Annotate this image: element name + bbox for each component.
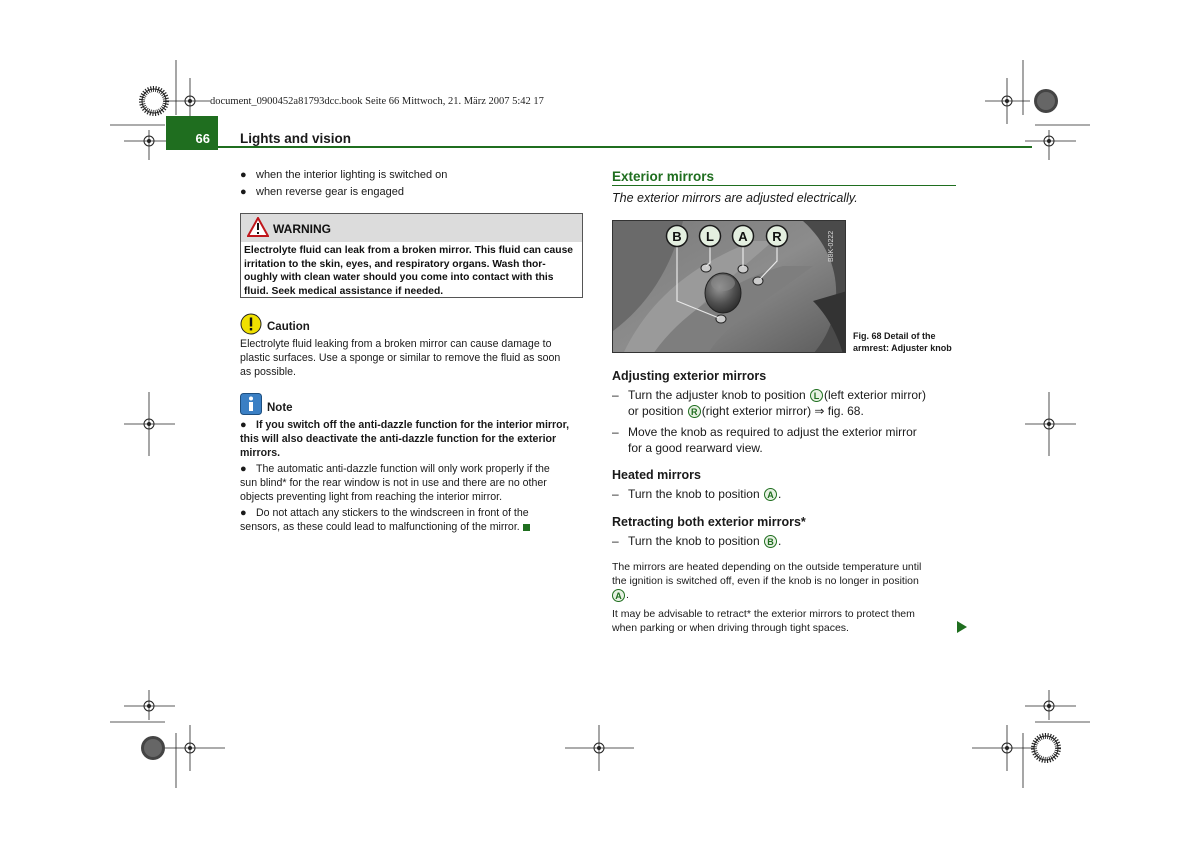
subheading-retracting: Retracting both exterior mirrors*	[612, 515, 806, 529]
position-r-badge: R	[688, 405, 701, 418]
header-rule	[218, 146, 1032, 148]
bullet-icon: ●	[240, 186, 247, 198]
info-icon	[240, 393, 262, 415]
position-b-badge: B	[764, 535, 777, 548]
section-intro: The exterior mirrors are adjusted electrically.	[612, 191, 858, 205]
figure-caption: Fig. 68 Detail of the armrest: Adjuster knob	[853, 331, 952, 353]
bullet-icon: ●	[240, 419, 247, 431]
end-of-section-icon	[523, 524, 530, 531]
figure-code: B8K-0222	[828, 230, 835, 262]
figure-label-l: L	[706, 229, 714, 244]
position-a-badge: A	[612, 589, 625, 602]
figure-adjuster-knob	[612, 220, 846, 353]
bullet-icon: ●	[240, 169, 247, 181]
bullet-icon: ●	[240, 463, 247, 475]
note-item-2: ● The automatic anti-dazzle function will only work properly if the sun blind* for the rear window is not in use and there are no other objects preventing light from reaching the interior mirror.	[240, 463, 550, 503]
caution-title: Caution	[267, 321, 310, 333]
note-title: Note	[267, 402, 293, 414]
note-item-1: ● If you switch off the anti-dazzle function for the interior mirror, this will also deactivate the anti-dazzle function for the exterior mirrors.	[240, 419, 570, 459]
warning-header	[241, 214, 582, 242]
heating-info-paragraph: The mirrors are heated depending on the outside temperature until the ignition is switched off, even if the knob is no longer in position A .	[612, 561, 922, 601]
figure-label-b: B	[672, 229, 682, 244]
figure-label-a: A	[738, 229, 748, 244]
list-item: ● when the interior lighting is switched on	[240, 169, 448, 181]
position-l-badge: L	[810, 389, 823, 402]
warning-box	[240, 213, 583, 298]
print-info-line: document_0900452a81793dcc.book Seite 66 Mittwoch, 21. März 2007 5:42 17	[210, 96, 544, 107]
section-rule	[612, 185, 956, 186]
caution-icon	[240, 313, 262, 335]
warning-title: WARNING	[273, 222, 331, 236]
subheading-heated: Heated mirrors	[612, 468, 701, 482]
subheading-adjusting: Adjusting exterior mirrors	[612, 369, 767, 383]
continue-arrow-icon	[957, 621, 967, 633]
bullet-icon: ●	[240, 507, 247, 519]
page-number: 66	[195, 131, 210, 146]
warning-text: Electrolyte fluid can leak from a broken mirror. This fluid can cause irritation to the skin, eyes, and respiratory organs. Wash thor- oughly with clean water should you come into contact with this fluid. Seek medical assistance if needed.	[244, 245, 574, 297]
note-item-3: ● Do not attach any stickers to the windscreen in front of the sensors, as these could lead to malfunctioning of the mirror.	[240, 507, 529, 533]
warning-triangle-icon	[247, 217, 269, 237]
caution-text: Electrolyte fluid leaking from a broken mirror can cause damage to plastic surfaces. Use a sponge or similar to remove the fluid as soon as possible.	[240, 338, 561, 378]
chapter-title: Lights and vision	[240, 131, 352, 146]
retract-advice-paragraph: It may be advisable to retract* the exterior mirrors to protect them when parking or when driving through tight spaces.	[612, 608, 915, 634]
step-heated: – Turn the knob to position A .	[612, 487, 782, 501]
position-a-badge: A	[764, 488, 777, 501]
armrest-illustration	[613, 221, 846, 353]
step-move-knob: – Move the knob as required to adjust the exterior mirror for a good rearward view.	[612, 425, 917, 455]
list-item: ● when reverse gear is engaged	[240, 186, 404, 198]
figure-label-r: R	[772, 229, 782, 244]
step-retracting: – Turn the knob to position B .	[612, 534, 782, 548]
step-adjust-knob: – Turn the adjuster knob to position L (left exterior mirror) or position R (right exterior mirror) ⇒ fig. 68.	[612, 388, 927, 418]
section-title: Exterior mirrors	[612, 169, 715, 184]
